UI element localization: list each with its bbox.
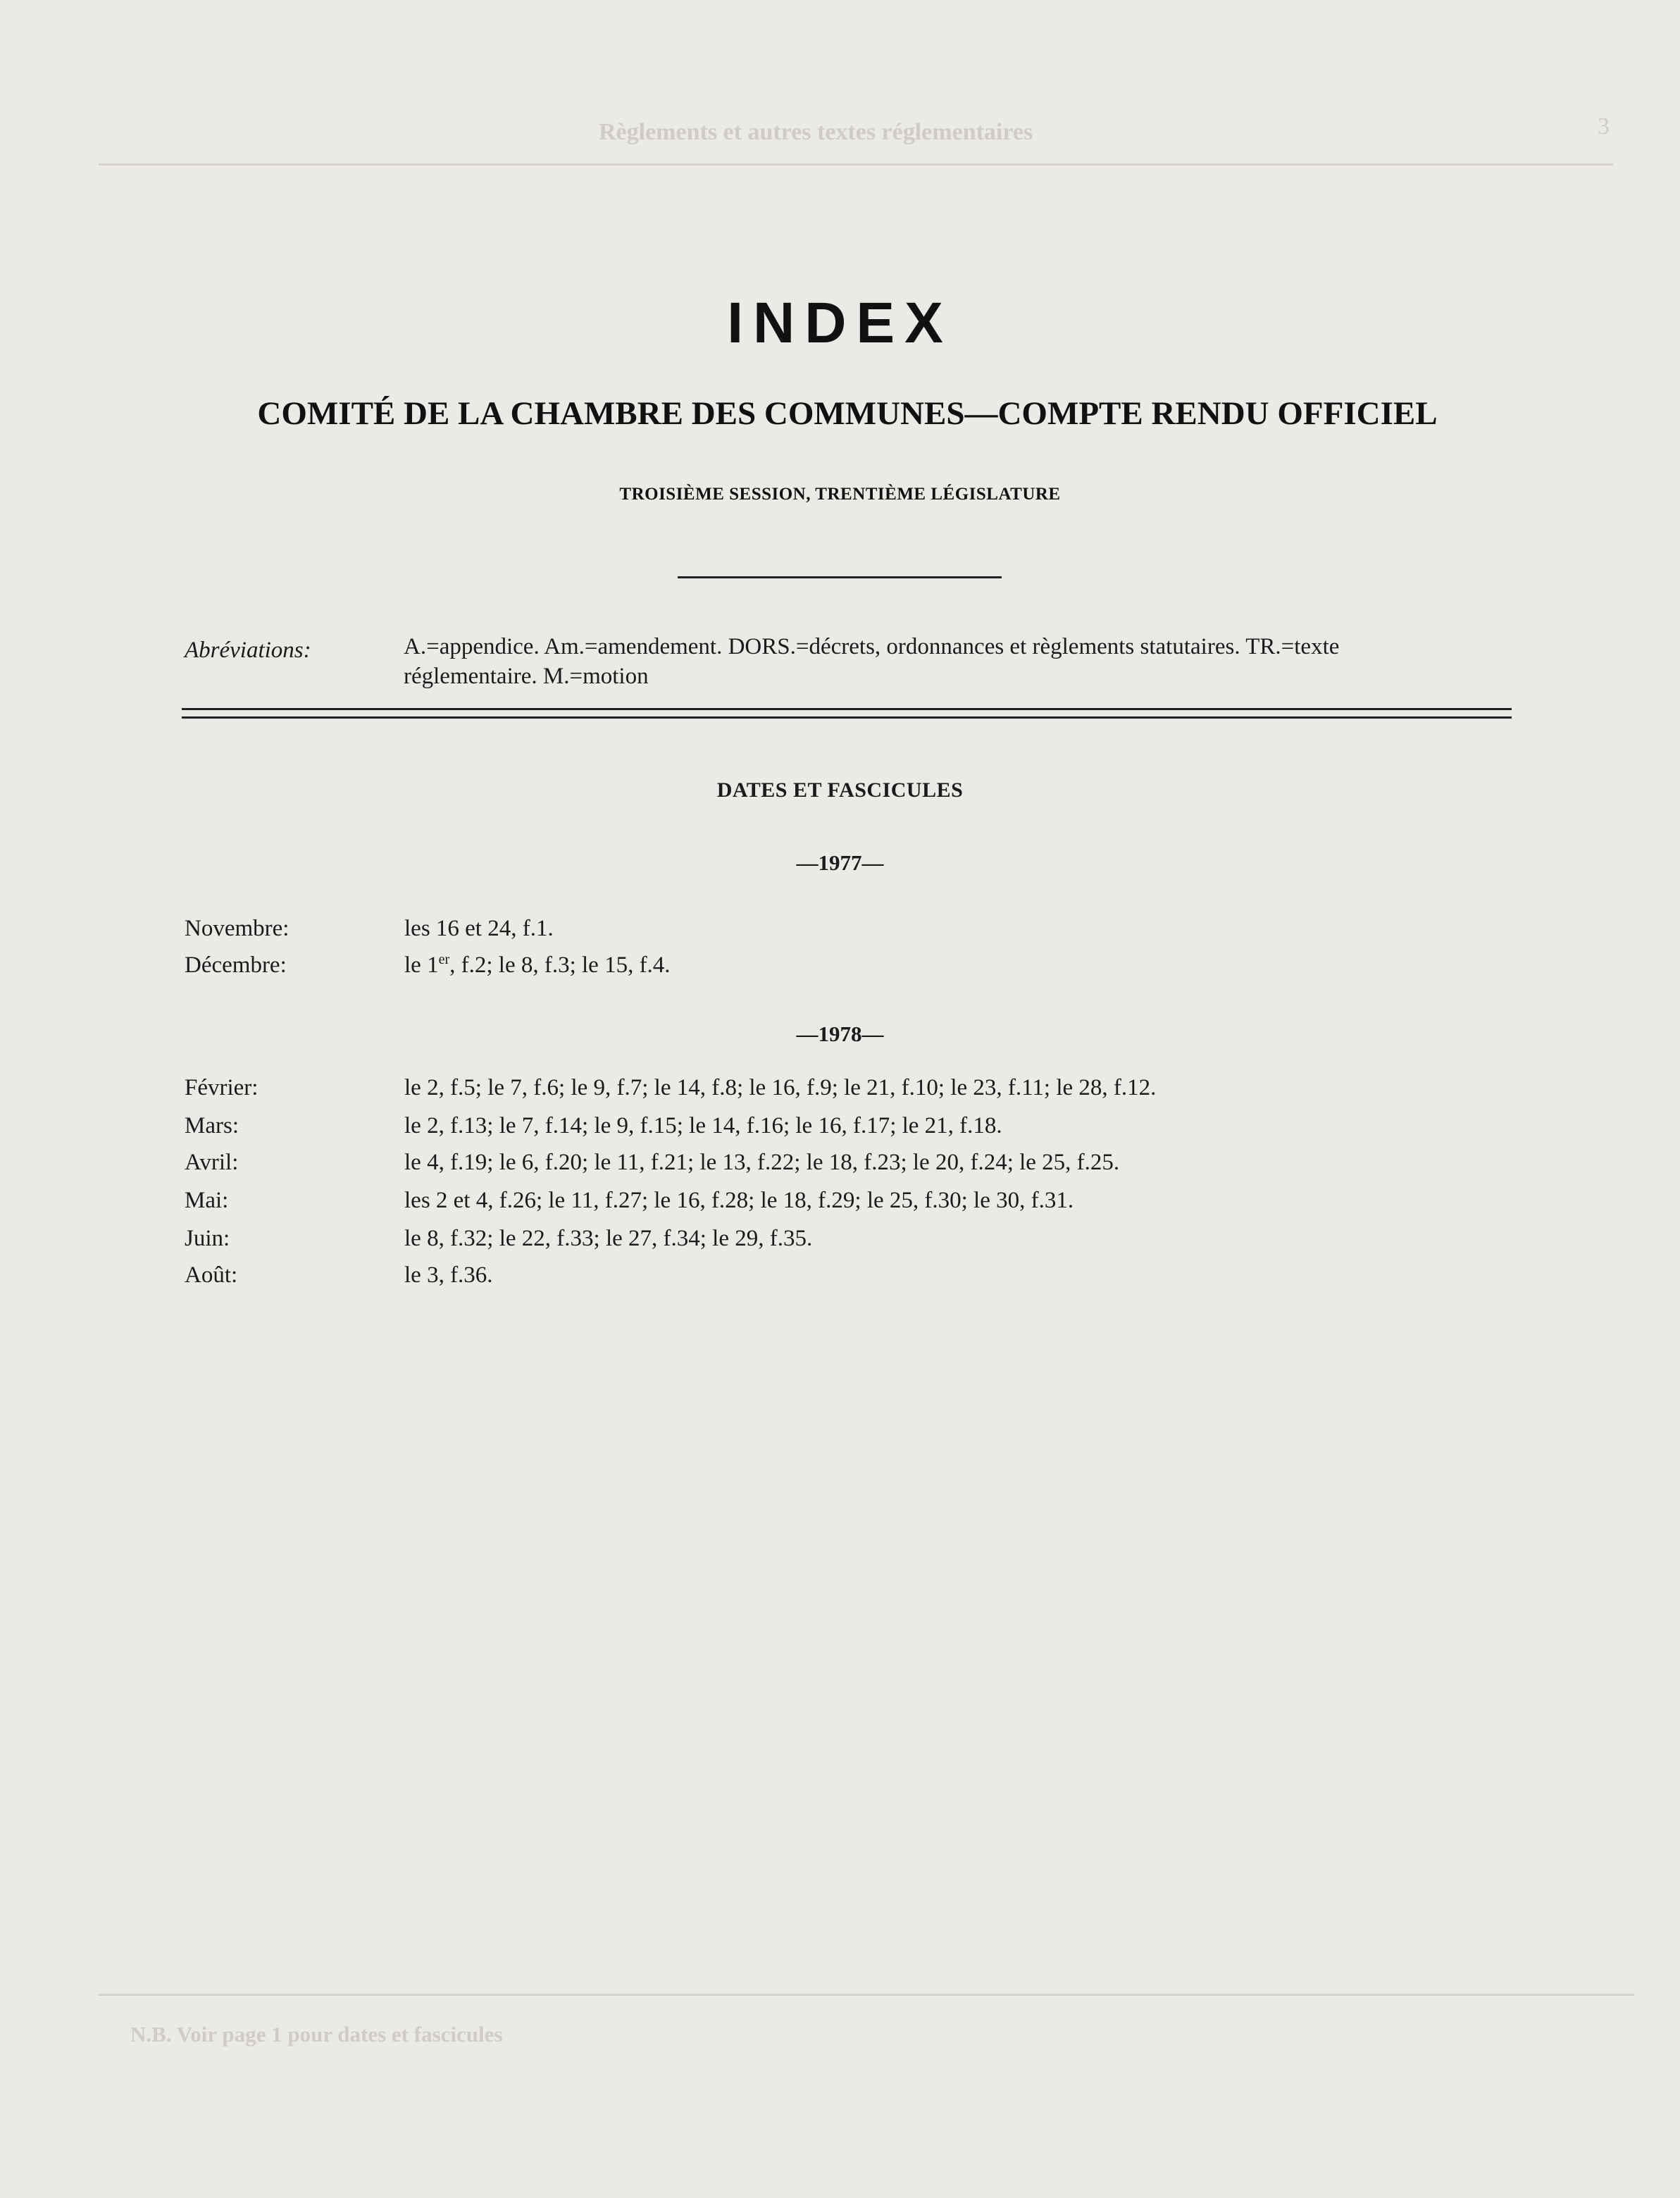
month-row — [185, 916, 554, 942]
month-label: Décembre: — [185, 952, 287, 978]
month-label: Juin: — [185, 1226, 230, 1251]
month-row — [185, 952, 671, 979]
month-row — [185, 1150, 1119, 1176]
dates-title: DATES ET FASCICULES — [716, 778, 964, 802]
month-label: Février: — [185, 1075, 259, 1100]
month-dates: le 2, f.5; le 7, f.6; le 9, f.7; le 14, f.8; le 16, f.9; le 21, f.10; le 23, f.11; le 28, f.12. — [404, 1075, 1157, 1100]
month-row — [185, 1226, 812, 1252]
month-label: Mai: — [185, 1188, 229, 1213]
year-heading-1977: —1977— — [796, 850, 884, 875]
abbreviations-line-2: réglementaire. M.=motion — [404, 664, 649, 689]
month-dates: le 4, f.19; le 6, f.20; le 11, f.21; le 13, f.22; le 18, f.23; le 20, f.24; le 25, f.25. — [404, 1150, 1120, 1175]
footer-rule — [99, 1994, 1634, 1996]
month-dates: le 8, f.32; le 22, f.33; le 27, f.34; le 29, f.35. — [404, 1226, 813, 1251]
abbreviations-line-1: A.=appendice. Am.=amendement. DORS.=décrets, ordonnances et règlements statutaires. TR.=texte — [404, 634, 1340, 659]
abbreviations-label: Abréviations: — [185, 638, 311, 663]
month-dates: le 1er, f.2; le 8, f.3; le 15, f.4. — [404, 952, 671, 978]
month-row — [185, 1075, 1156, 1101]
month-label: Avril: — [185, 1150, 239, 1175]
month-label: Mars: — [185, 1113, 239, 1138]
year-heading-1978: —1978— — [796, 1022, 884, 1046]
month-label: Novembre: — [185, 916, 290, 941]
committee-subtitle: COMITÉ DE LA CHAMBRE DES COMMUNES—COMPTE RENDU OFFICIEL — [257, 395, 1438, 432]
page-number: 3 — [1598, 113, 1610, 139]
footer-note: N.B. Voir page 1 pour dates et fascicules — [130, 2022, 503, 2047]
index-title: INDEX — [727, 291, 953, 355]
month-label: Août: — [185, 1262, 238, 1288]
month-dates: les 2 et 4, f.26; le 11, f.27; le 16, f.28; le 18, f.29; le 25, f.30; le 30, f.31. — [404, 1188, 1074, 1213]
running-head: Règlements et autres textes réglementaires — [599, 119, 1033, 145]
running-head-rule — [99, 163, 1613, 166]
month-row — [185, 1188, 1074, 1214]
month-dates: les 16 et 24, f.1. — [404, 916, 554, 941]
double-rule-bottom — [182, 716, 1512, 719]
abbreviations-text — [404, 632, 1531, 691]
month-dates: le 2, f.13; le 7, f.14; le 9, f.15; le 14, f.16; le 16, f.17; le 21, f.18. — [404, 1113, 1002, 1138]
month-row — [185, 1262, 493, 1289]
short-rule — [678, 576, 1002, 578]
session-line: TROISIÈME SESSION, TRENTIÈME LÉGISLATURE — [619, 485, 1061, 504]
double-rule-top — [182, 708, 1512, 710]
month-dates: le 3, f.36. — [404, 1262, 493, 1288]
month-row — [185, 1113, 1002, 1139]
